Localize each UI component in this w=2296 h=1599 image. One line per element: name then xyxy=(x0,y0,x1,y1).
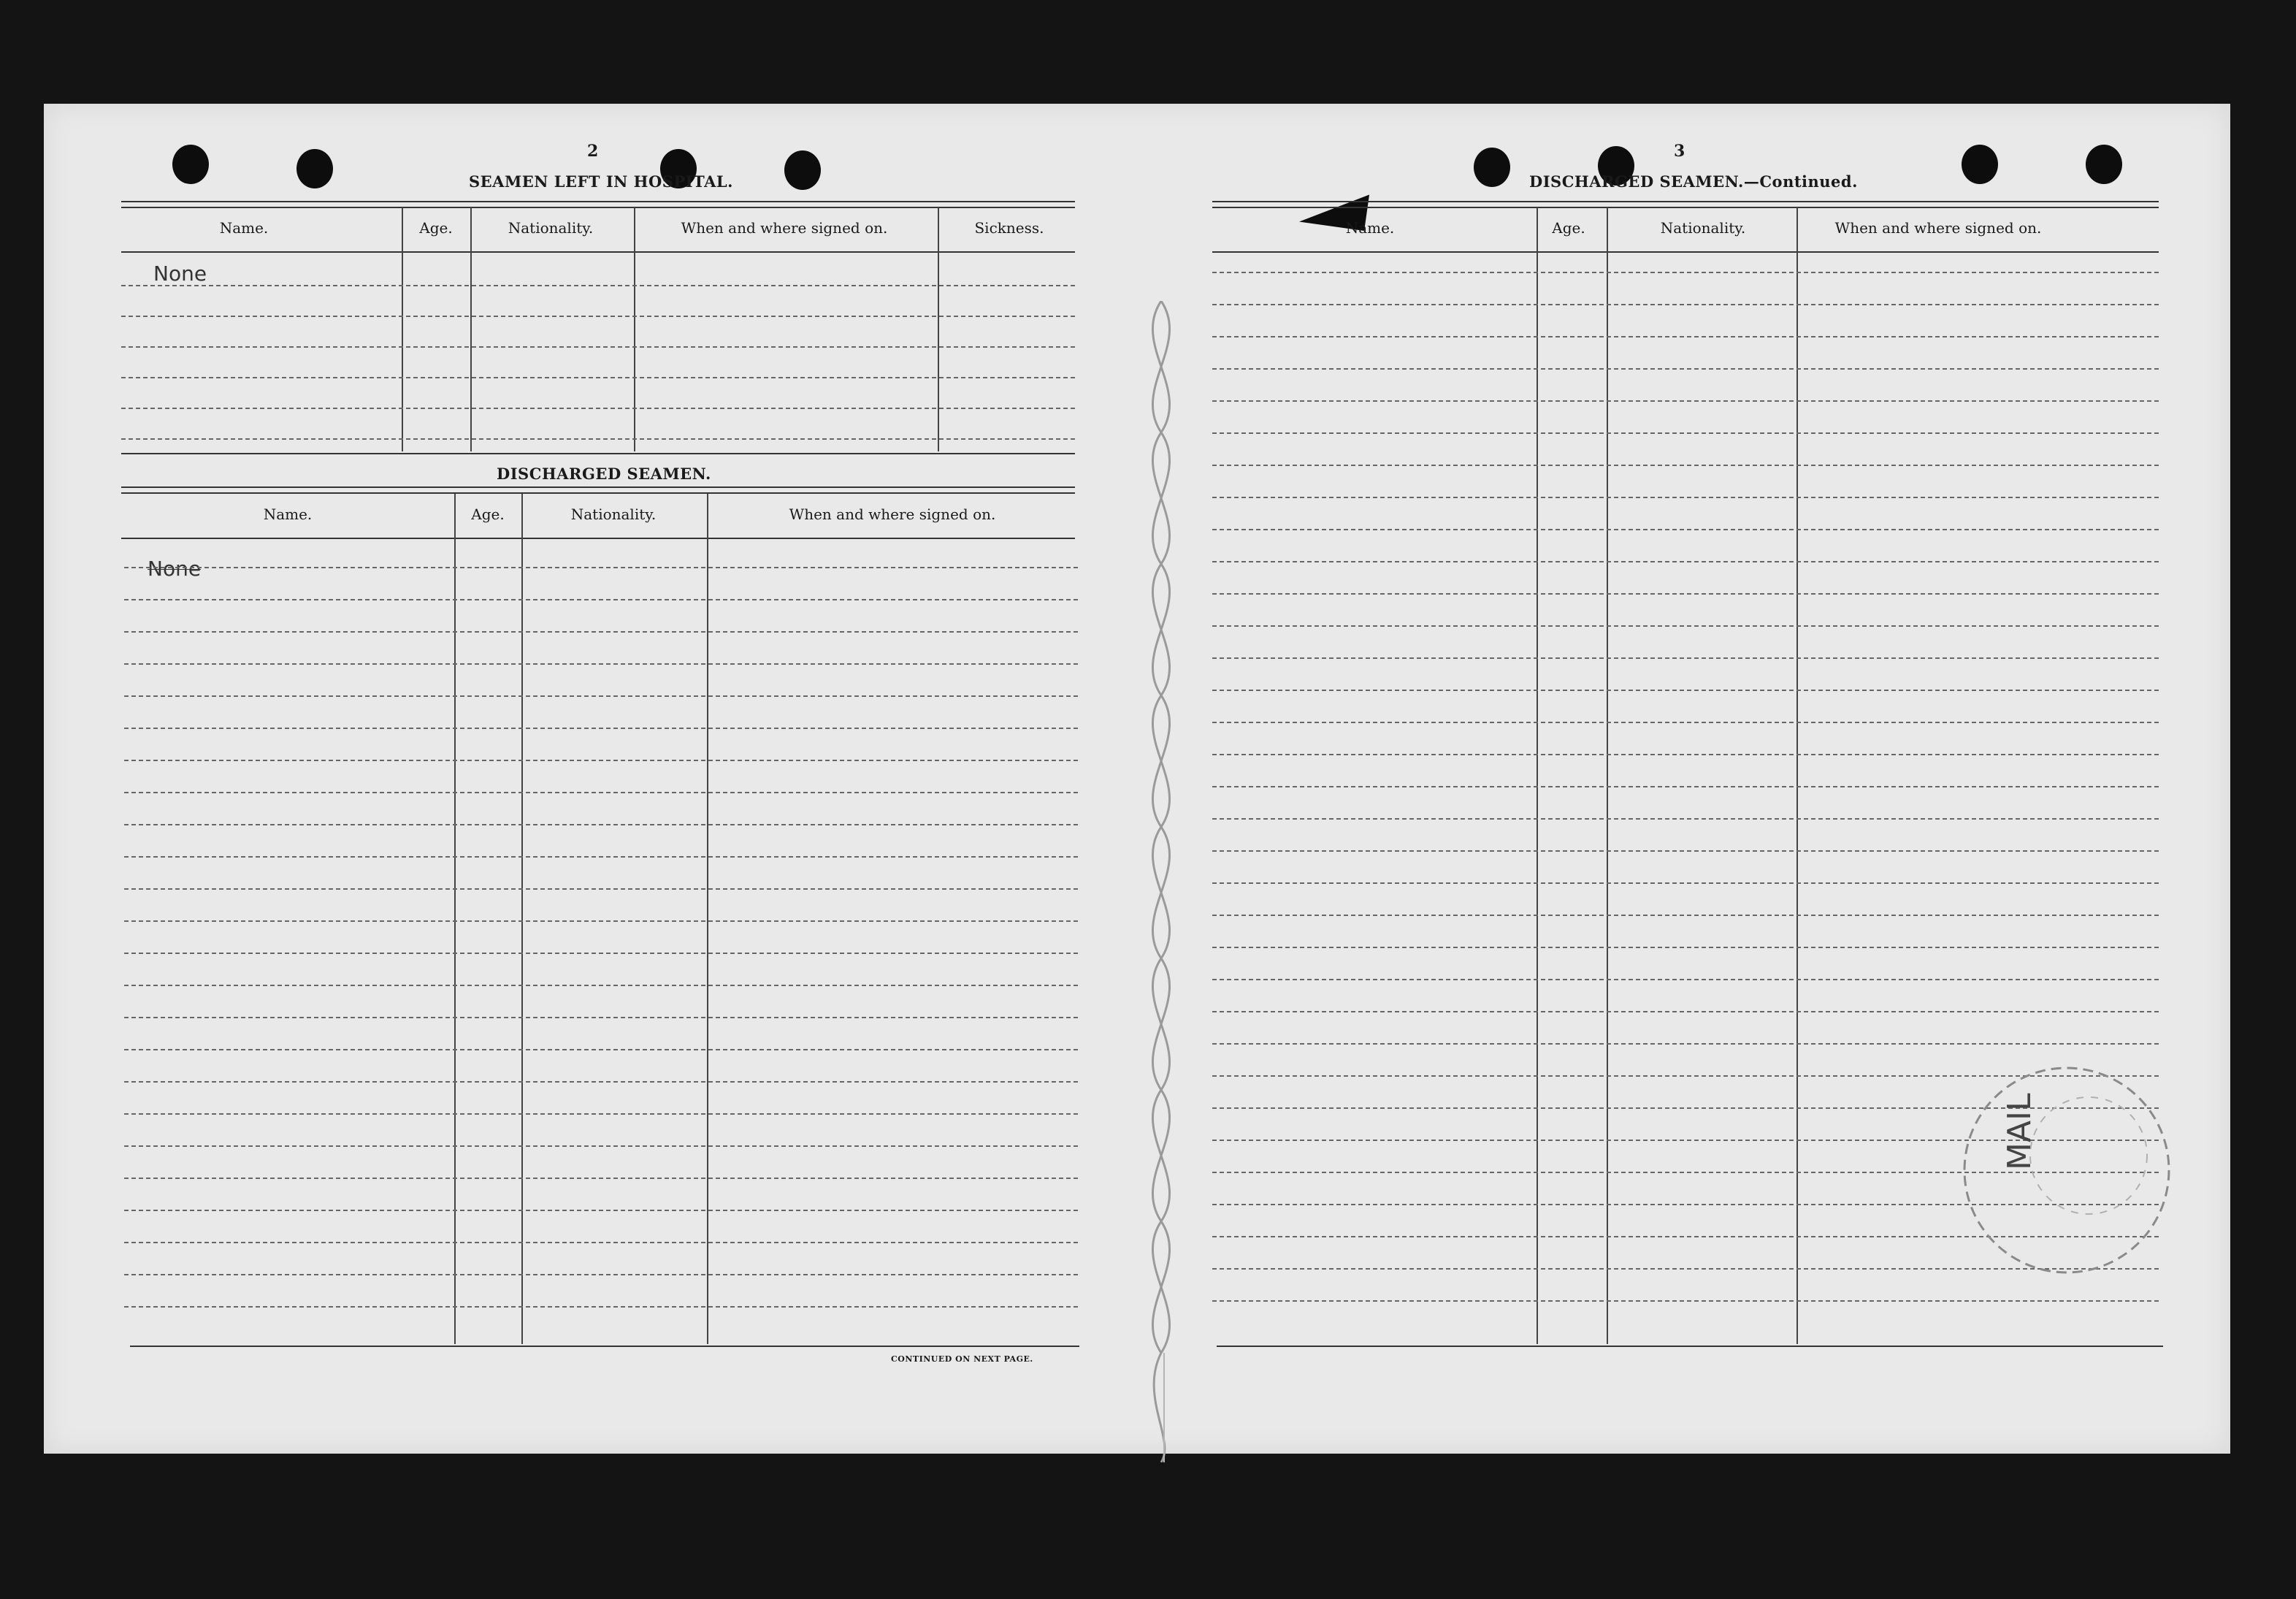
hospital-col-sickness: Sickness. xyxy=(974,219,1044,237)
right-col-nationality: Nationality. xyxy=(1660,219,1746,237)
hospital-col-divider xyxy=(634,207,635,451)
table-row-line xyxy=(121,285,1075,286)
discharged-col-nationality: Nationality. xyxy=(570,505,657,523)
hospital-col-age: Age. xyxy=(419,219,453,237)
punch-hole xyxy=(1474,148,1510,187)
discharged-section-title: DISCHARGED SEAMEN. xyxy=(497,465,711,483)
right-col-signed-on: When and where signed on. xyxy=(1834,219,2042,237)
right-col-divider xyxy=(1607,207,1608,1344)
right-col-divider xyxy=(1796,207,1798,1344)
table-row-line xyxy=(1212,690,2159,691)
table-row-line xyxy=(1212,336,2159,337)
hospital-col-signed-on: When and where signed on. xyxy=(681,219,888,237)
table-row-line xyxy=(124,567,1078,568)
table-row-line xyxy=(1212,432,2159,434)
hospital-header-rule xyxy=(121,251,1075,253)
table-row-line xyxy=(124,1113,1078,1115)
discharged-col-name: Name. xyxy=(263,505,313,523)
table-row-line xyxy=(124,1242,1078,1243)
table-row-line xyxy=(1212,1300,2159,1302)
punch-hole xyxy=(172,145,209,184)
left-page-number: 2 xyxy=(587,142,599,161)
table-row-line xyxy=(124,728,1078,729)
left-bottom-rule xyxy=(130,1346,1079,1347)
right-page-number: 3 xyxy=(1674,142,1685,161)
table-row-line xyxy=(1212,754,2159,755)
discharged-col-divider xyxy=(707,494,708,1344)
table-row-line xyxy=(124,1081,1078,1083)
discharged-col-divider xyxy=(521,494,523,1344)
table-row-line xyxy=(1212,657,2159,659)
punch-hole xyxy=(784,150,821,190)
right-header-rule xyxy=(1212,251,2159,253)
table-row-line xyxy=(124,1210,1078,1211)
table-row-line xyxy=(124,631,1078,633)
punch-hole xyxy=(2086,145,2122,184)
right-col-divider xyxy=(1537,207,1538,1344)
table-row-line xyxy=(121,346,1075,348)
document-sheet xyxy=(44,104,2230,1454)
table-row-line xyxy=(121,377,1075,378)
table-row-line xyxy=(124,985,1078,986)
table-row-line xyxy=(1212,979,2159,980)
table-row-line xyxy=(1212,1043,2159,1045)
table-row-line xyxy=(1212,915,2159,916)
table-row-line xyxy=(1212,786,2159,787)
hospital-section-title: SEAMEN LEFT IN HOSPITAL. xyxy=(469,172,733,191)
hospital-col-nationality: Nationality. xyxy=(508,219,594,237)
table-row-line xyxy=(1212,625,2159,627)
table-row-line xyxy=(124,1274,1078,1275)
table-row-line xyxy=(1212,497,2159,498)
table-row-line xyxy=(121,438,1075,440)
postmark-stamp xyxy=(1950,1061,2184,1280)
discharged-col-age: Age. xyxy=(471,505,505,523)
discharged-header-top-rule xyxy=(121,486,1075,494)
table-row-line xyxy=(1212,400,2159,402)
table-row-line xyxy=(1212,465,2159,466)
table-row-line xyxy=(1212,850,2159,852)
table-row-line xyxy=(124,1017,1078,1018)
punch-hole xyxy=(1962,145,1998,184)
table-row-line xyxy=(121,408,1075,409)
table-row-line xyxy=(124,1306,1078,1308)
table-row-line xyxy=(124,824,1078,825)
table-row-line xyxy=(124,760,1078,761)
binding-stitch xyxy=(1117,301,1212,1462)
discharged-col-signed-on: When and where signed on. xyxy=(789,505,996,523)
continued-note: CONTINUED ON NEXT PAGE. xyxy=(891,1354,1033,1364)
hospital-col-divider xyxy=(938,207,939,451)
table-row-line xyxy=(124,888,1078,890)
right-section-title: DISCHARGED SEAMEN.—Continued. xyxy=(1529,172,1858,191)
table-row-line xyxy=(124,663,1078,665)
table-row-line xyxy=(124,599,1078,600)
hospital-top-rule xyxy=(121,201,1075,208)
table-row-line xyxy=(124,1049,1078,1050)
hospital-col-divider xyxy=(402,207,403,451)
table-row-line xyxy=(124,856,1078,858)
table-row-line xyxy=(1212,529,2159,530)
punch-hole xyxy=(296,149,333,188)
table-row-line xyxy=(1212,882,2159,884)
table-row-line xyxy=(124,695,1078,697)
hospital-entry-none: None xyxy=(153,262,207,286)
table-row-line xyxy=(1212,1011,2159,1012)
right-col-age: Age. xyxy=(1552,219,1585,237)
table-row-line xyxy=(1212,368,2159,370)
discharged-entry-none: None xyxy=(148,557,202,581)
table-row-line xyxy=(1212,593,2159,595)
table-row-line xyxy=(124,953,1078,954)
table-row-line xyxy=(124,792,1078,793)
hospital-col-name: Name. xyxy=(219,219,269,237)
table-row-line xyxy=(1212,561,2159,562)
discharged-top-rule xyxy=(121,453,1075,454)
table-row-line xyxy=(1212,722,2159,723)
table-row-line xyxy=(1212,818,2159,820)
right-top-rule xyxy=(1212,201,2159,208)
hospital-col-divider xyxy=(470,207,472,451)
table-row-line xyxy=(124,920,1078,922)
stamp-text: MAIL xyxy=(2001,1093,2038,1170)
right-col-name: Name. xyxy=(1345,219,1395,237)
discharged-col-divider xyxy=(454,494,456,1344)
right-bottom-rule xyxy=(1217,1346,2163,1347)
table-row-line xyxy=(1212,947,2159,948)
table-row-line xyxy=(124,1145,1078,1147)
table-row-line xyxy=(1212,272,2159,273)
table-row-line xyxy=(121,316,1075,317)
discharged-header-rule xyxy=(121,538,1075,539)
table-row-line xyxy=(1212,304,2159,305)
table-row-line xyxy=(124,1178,1078,1179)
